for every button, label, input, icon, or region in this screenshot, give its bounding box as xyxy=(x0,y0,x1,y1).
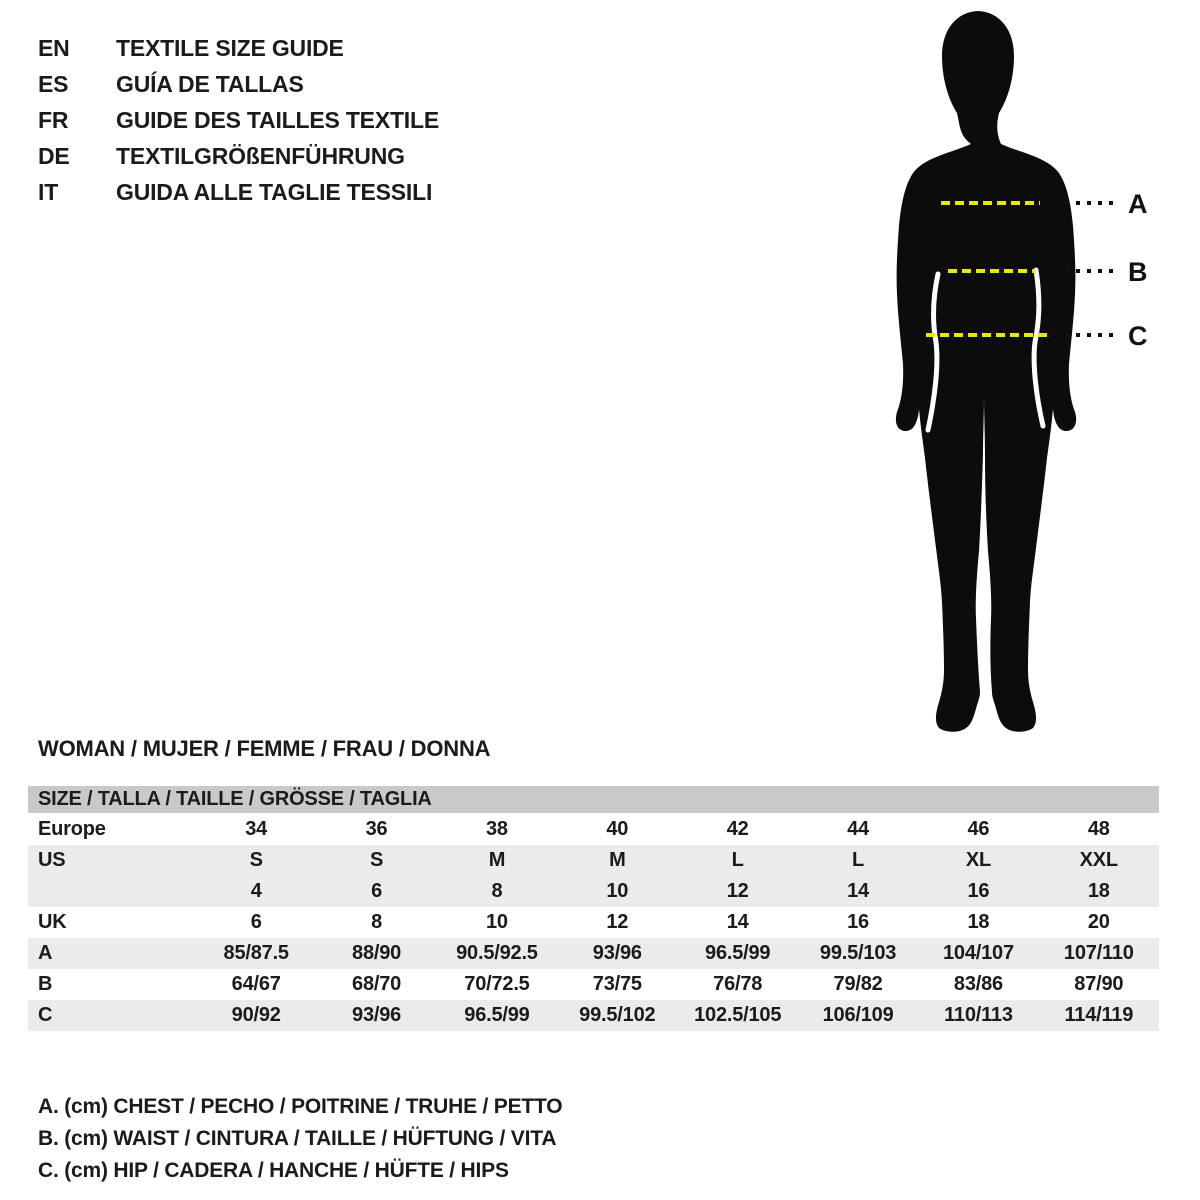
size-cell: 16 xyxy=(918,876,1038,907)
size-cell: 48 xyxy=(1087,818,1110,840)
size-cell: 83/86 xyxy=(953,973,1003,995)
size-cell: 114/119 xyxy=(1039,1000,1159,1031)
size-table-header: SIZE / TALLA / TAILLE / GRÖSSE / TAGLIA xyxy=(28,786,1159,813)
size-cell: M xyxy=(437,845,557,876)
size-cell: 70/72.5 xyxy=(464,973,530,995)
row-label: C xyxy=(28,1000,196,1031)
size-cell: 93/96 xyxy=(557,938,677,969)
legend-line-waist: B. (cm) WAIST / CINTURA / TAILLE / HÜFTUNG / VITA xyxy=(38,1127,557,1150)
size-cell: 4 xyxy=(196,876,316,907)
marker-label-a: A xyxy=(1128,189,1148,219)
size-cell: S xyxy=(316,845,436,876)
size-cell: 36 xyxy=(365,818,388,840)
language-label: GUIDE DES TAILLES TEXTILE xyxy=(116,106,439,133)
row-label: Europe xyxy=(38,818,106,840)
language-code: FR xyxy=(38,106,69,133)
table-row-europe xyxy=(28,814,1159,845)
size-cell: 99.5/103 xyxy=(798,938,918,969)
language-row-de xyxy=(38,138,439,174)
legend-line-chest: A. (cm) CHEST / PECHO / POITRINE / TRUHE / PETTO xyxy=(38,1095,563,1118)
language-code: IT xyxy=(38,178,59,205)
size-cell: 20 xyxy=(1087,911,1110,933)
size-cell: 42 xyxy=(726,818,749,840)
size-cell: 46 xyxy=(967,818,990,840)
row-label: A xyxy=(28,938,196,969)
table-row-waist-b xyxy=(28,969,1159,1000)
size-cell: 93/96 xyxy=(316,1000,436,1031)
language-label: GUIDA ALLE TAGLIE TESSILI xyxy=(116,178,433,205)
size-cell: 102.5/105 xyxy=(678,1000,798,1031)
size-cell: 8 xyxy=(437,876,557,907)
size-cell: 44 xyxy=(847,818,869,840)
language-code: ES xyxy=(38,70,69,97)
table-row-chest-a xyxy=(28,938,1159,969)
table-row-us-numbers xyxy=(28,876,1159,907)
measurement-figure xyxy=(878,2,1198,742)
size-cell: XXL xyxy=(1039,845,1159,876)
size-cell: 10 xyxy=(486,911,508,933)
woman-silhouette xyxy=(896,11,1076,732)
size-cell: 68/70 xyxy=(352,973,402,995)
size-table-grid xyxy=(28,814,1159,1031)
language-row-es xyxy=(38,66,439,102)
marker-label-b: B xyxy=(1128,257,1148,287)
size-cell: 10 xyxy=(557,876,677,907)
size-cell: 38 xyxy=(486,818,508,840)
row-label xyxy=(28,876,196,907)
size-cell: 14 xyxy=(726,911,749,933)
size-cell: 99.5/102 xyxy=(557,1000,677,1031)
size-cell: 88/90 xyxy=(316,938,436,969)
size-cell: 18 xyxy=(1039,876,1159,907)
size-cell: 90/92 xyxy=(196,1000,316,1031)
size-cell: 16 xyxy=(847,911,869,933)
size-cell: 6 xyxy=(316,876,436,907)
table-row-hip-c xyxy=(28,1000,1159,1031)
size-cell: XL xyxy=(918,845,1038,876)
size-cell: 87/90 xyxy=(1074,973,1124,995)
size-cell: 18 xyxy=(967,911,990,933)
size-cell: 96.5/99 xyxy=(678,938,798,969)
size-cell: 90.5/92.5 xyxy=(437,938,557,969)
size-cell: 12 xyxy=(606,911,629,933)
language-row-fr xyxy=(38,102,439,138)
size-cell: 12 xyxy=(678,876,798,907)
size-cell: 14 xyxy=(798,876,918,907)
woman-silhouette-svg xyxy=(878,2,1198,742)
size-cell: 107/110 xyxy=(1039,938,1159,969)
row-label: UK xyxy=(38,911,67,933)
language-label: TEXTILGRÖßENFÜHRUNG xyxy=(116,142,405,169)
language-row-en xyxy=(38,30,439,66)
size-cell: 79/82 xyxy=(833,973,883,995)
size-cell: 104/107 xyxy=(918,938,1038,969)
section-title: WOMAN / MUJER / FEMME / FRAU / DONNA xyxy=(38,736,491,761)
measurement-legend xyxy=(38,1091,562,1187)
language-label: GUÍA DE TALLAS xyxy=(116,70,304,97)
size-cell: L xyxy=(678,845,798,876)
table-row-us-letters xyxy=(28,845,1159,876)
language-label: TEXTILE SIZE GUIDE xyxy=(116,34,344,61)
size-cell: 96.5/99 xyxy=(437,1000,557,1031)
size-cell: 76/78 xyxy=(713,973,763,995)
language-row-it xyxy=(38,174,439,210)
marker-label-c: C xyxy=(1128,321,1148,351)
size-cell: 73/75 xyxy=(592,973,642,995)
size-cell: M xyxy=(557,845,677,876)
size-cell: 34 xyxy=(245,818,268,840)
size-cell: S xyxy=(196,845,316,876)
size-cell: 110/113 xyxy=(918,1000,1038,1031)
row-label: B xyxy=(38,973,53,995)
size-cell: 40 xyxy=(606,818,629,840)
size-cell: 85/87.5 xyxy=(196,938,316,969)
row-label: US xyxy=(28,845,196,876)
language-guide-list xyxy=(38,30,439,210)
size-cell: 6 xyxy=(250,911,262,933)
size-cell: 64/67 xyxy=(231,973,281,995)
language-code: DE xyxy=(38,142,70,169)
table-row-uk xyxy=(28,907,1159,938)
size-table xyxy=(28,786,1159,1031)
legend-line-hip: C. (cm) HIP / CADERA / HANCHE / HÜFTE / HIPS xyxy=(38,1159,509,1182)
size-cell: L xyxy=(798,845,918,876)
language-code: EN xyxy=(38,34,70,61)
size-cell: 106/109 xyxy=(798,1000,918,1031)
size-cell: 8 xyxy=(371,911,383,933)
